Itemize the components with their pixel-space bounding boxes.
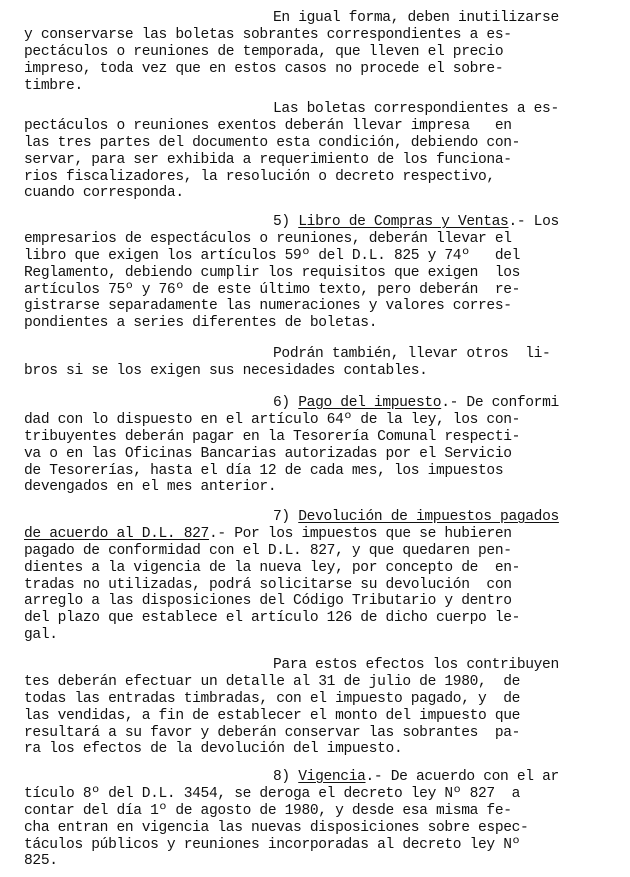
section-6-pago-impuesto [24, 395, 624, 496]
section-number: 8) [273, 769, 290, 785]
text-line: va o en las Oficinas Bancarias autorizadas por el Servicio [24, 445, 512, 462]
text-fragment: .- Los [508, 214, 559, 230]
paragraph-detalle-entradas [24, 657, 624, 758]
text-line: libro que exigen los artículos 59º del D.L. 825 y 74º del [24, 247, 521, 264]
text-line: dad con lo dispuesto en el artículo 64º de la ley, los con- [24, 411, 521, 428]
text-line: ra los efectos de la devolución del impuesto. [24, 741, 403, 758]
section-heading-continued: de acuerdo al D.L. 827 [24, 525, 209, 542]
section-heading-line [24, 214, 624, 231]
text-line: cuando corresponda. [24, 185, 184, 202]
text-line: tículo 8º del D.L. 3454, se deroga el decreto ley Nº 827 a [24, 785, 521, 802]
text-line: devengados en el mes anterior. [24, 479, 277, 496]
paragraph-boletas-inutilizar [24, 10, 624, 94]
text-line: resultará a su favor y deberán conservar las sobrantes pa- [24, 724, 521, 741]
text-line: contar del día 1º de agosto de 1980, y desde esa misma fe- [24, 802, 512, 819]
text-line: tradas no utilizadas, podrá solicitarse su devolución con [24, 576, 512, 593]
text-line: tribuyentes deberán pagar en la Tesorería Comunal respecti- [24, 428, 521, 445]
text-fragment: .- Por los impuestos que se hubieren [208, 525, 512, 542]
paragraph-boletas-exentas [24, 101, 624, 202]
text-line: rios fiscalizadores, la resolución o decreto respectivo, [24, 168, 495, 185]
text-line: En igual forma, deben inutilizarse [273, 10, 559, 26]
section-heading: Devolución de impuestos pagados [298, 509, 559, 525]
section-7-devolucion-impuestos [24, 509, 624, 644]
text-line: Reglamento, debiendo cumplir los requisitos que exigen los [24, 264, 521, 281]
section-8-vigencia [24, 769, 624, 870]
section-number: 6) [273, 395, 290, 411]
section-heading-line [24, 395, 624, 412]
text-fragment: .- De acuerdo con el ar [365, 769, 559, 785]
text-line: gal. [24, 627, 58, 644]
text-line: tes deberán efectuar un detalle al 31 de julio de 1980, de [24, 673, 521, 690]
section-number: 7) [273, 509, 290, 525]
section-heading: Vigencia [298, 769, 366, 785]
section-heading-line-2 [24, 526, 624, 543]
section-number: 5) [273, 214, 290, 230]
text-line: del plazo que establece el artículo 126 de dicho cuerpo le- [24, 610, 521, 627]
section-5-libro-compras-ventas [24, 214, 624, 332]
text-line: Podrán también, llevar otros li- [273, 346, 551, 362]
text-line: pectáculos o reuniones exentos deberán llevar impresa en [24, 117, 512, 134]
text-fragment: .- De conformi [441, 395, 559, 411]
text-line: pectáculos o reuniones de temporada, que lleven el precio [24, 43, 504, 60]
text-line: dientes a la vigencia de la nueva ley, por concepto de en- [24, 559, 521, 576]
text-line: táculos públicos y reuniones incorporadas al decreto ley Nº [24, 836, 521, 853]
text-line: empresarios de espectáculos o reuniones, deberán llevar el [24, 230, 512, 247]
text-line: pondientes a series diferentes de boletas. [24, 315, 378, 332]
section-heading: Pago del impuesto [298, 395, 442, 411]
text-line: de Tesorerías, hasta el día 12 de cada mes, los impuestos [24, 462, 504, 479]
section-heading-line [24, 509, 624, 526]
paragraph-otros-libros [24, 346, 624, 380]
text-line: 825. [24, 853, 58, 870]
text-line: cha entran en vigencia las nuevas disposiciones sobre espec- [24, 819, 529, 836]
section-heading: Libro de Compras y Ventas [298, 214, 509, 230]
text-line: Las boletas correspondientes a es- [273, 101, 559, 117]
text-line: y conservarse las boletas sobrantes correspondientes a es- [24, 26, 512, 43]
text-line: Para estos efectos los contribuyen [273, 657, 559, 673]
text-line: las tres partes del documento esta condición, debiendo con- [24, 134, 521, 151]
text-line: timbre. [24, 77, 83, 94]
text-line: las vendidas, a fin de establecer el monto del impuesto que [24, 707, 521, 724]
text-line: arreglo a las disposiciones del Código Tributario y dentro [24, 593, 512, 610]
text-line: artículos 75º y 76º de este último texto, pero deberán re- [24, 281, 521, 298]
text-line: pagado de conformidad con el D.L. 827, y que quedaren pen- [24, 542, 512, 559]
text-line: gistrarse separadamente las numeraciones y valores corres- [24, 298, 512, 315]
text-line: servar, para ser exhibida a requerimiento de los funciona- [24, 151, 512, 168]
section-heading-line [24, 769, 624, 786]
text-line: bros si se los exigen sus necesidades contables. [24, 362, 428, 379]
text-line: todas las entradas timbradas, con el impuesto pagado, y de [24, 690, 521, 707]
text-line: impreso, toda vez que en estos casos no procede el sobre- [24, 60, 504, 77]
